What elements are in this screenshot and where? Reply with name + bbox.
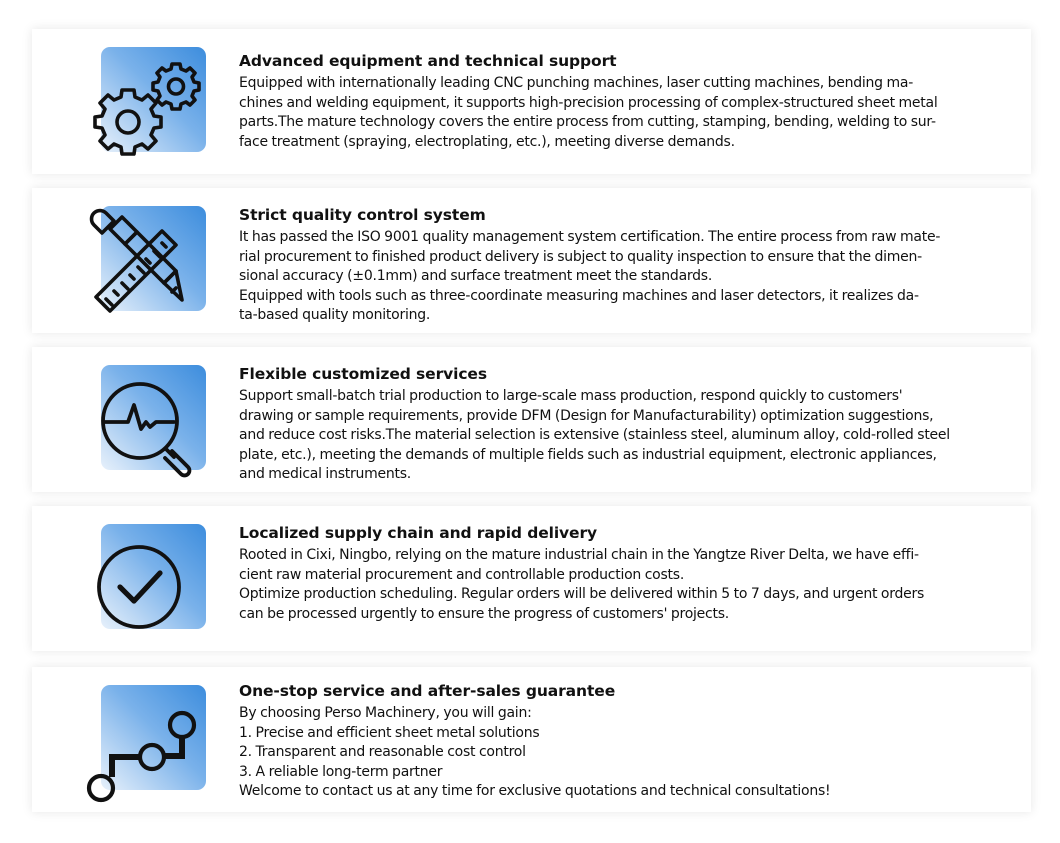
description-line: It has passed the ISO 9001 quality management system certification. The entire process from raw mate-: [239, 229, 941, 245]
description-line: 2. Transparent and reasonable cost control: [239, 744, 526, 761]
description-line: Rooted in Cixi, Ningbo, relying on the mature industrial chain in the Yangtze River Delta, we have effi-: [239, 547, 919, 563]
connected-nodes-icon: [84, 681, 214, 806]
description-line: chines and welding equipment, it supports high-precision processing of complex-structured sheet metal: [239, 94, 938, 111]
feature-description: [239, 387, 1009, 485]
feature-icon: [84, 43, 204, 163]
description-line: plate, etc.), meeting the demands of multiple fields such as industrial equipment, electronic appliances,: [239, 446, 937, 463]
feature-description: [239, 228, 1009, 326]
feature-description: [239, 546, 1009, 624]
description-line: and reduce cost risks.The material selection is extensive (stainless steel, aluminum alloy, cold-rolled steel: [239, 427, 950, 444]
feature-description: [239, 704, 1009, 802]
feature-text: [239, 51, 1009, 152]
feature-text: [239, 364, 1009, 485]
description-line: Optimize production scheduling. Regular orders will be delivered within 5 to 7 days, and urgent orders: [239, 586, 925, 603]
magnifier-pulse-icon: [84, 361, 214, 481]
feature-icon: [84, 520, 204, 640]
feature-text: [239, 523, 1009, 624]
description-line: and medical instruments.: [239, 466, 411, 483]
feature-card-equipment: [32, 29, 1031, 174]
feature-title: One-stop service and after-sales guarantee: [239, 682, 616, 700]
feature-title: Localized supply chain and rapid delivery: [239, 524, 598, 542]
ruler-pencil-icon: [84, 202, 214, 327]
description-line: cient raw material procurement and controllable production costs.: [239, 566, 685, 583]
description-line: parts.The mature technology covers the entire process from cutting, stamping, bending, welding to sur-: [239, 114, 936, 131]
feature-card-customized: [32, 347, 1031, 492]
check-circle-icon: [84, 520, 214, 640]
feature-description: [239, 74, 1009, 152]
description-line: By choosing Perso Machinery, you will gain:: [239, 705, 532, 721]
description-line: Welcome to contact us at any time for exclusive quotations and technical consultations!: [239, 783, 831, 800]
feature-card-one-stop: [32, 667, 1031, 812]
description-line: Equipped with internationally leading CNC punching machines, laser cutting machines, bending ma-: [239, 75, 914, 91]
feature-title: Advanced equipment and technical support: [239, 52, 617, 70]
description-line: 3. A reliable long-term partner: [239, 763, 443, 780]
feature-card-quality: [32, 188, 1031, 333]
description-line: rial procurement to finished product delivery is subject to quality inspection to ensure that the dimen-: [239, 248, 922, 265]
description-line: ta-based quality monitoring.: [239, 307, 431, 324]
description-line: Equipped with tools such as three-coordinate measuring machines and laser detectors, it realizes da-: [239, 287, 919, 304]
feature-icon: [84, 202, 204, 322]
gears-icon: [84, 43, 214, 163]
feature-title: Strict quality control system: [239, 206, 486, 224]
description-line: Support small-batch trial production to large-scale mass production, respond quickly to customers': [239, 388, 903, 404]
feature-text: [239, 681, 1009, 802]
description-line: can be processed urgently to ensure the progress of customers' projects.: [239, 605, 729, 622]
feature-title: Flexible customized services: [239, 365, 487, 383]
feature-text: [239, 205, 1009, 326]
feature-icon: [84, 681, 204, 801]
feature-card-supply-chain: [32, 506, 1031, 651]
description-line: 1. Precise and efficient sheet metal solutions: [239, 724, 540, 741]
description-line: drawing or sample requirements, provide DFM (Design for Manufacturability) optimization suggestions,: [239, 407, 934, 424]
feature-icon: [84, 361, 204, 481]
description-line: sional accuracy (±0.1mm) and surface treatment meet the standards.: [239, 268, 713, 285]
description-line: face treatment (spraying, electroplating, etc.), meeting diverse demands.: [239, 133, 735, 150]
